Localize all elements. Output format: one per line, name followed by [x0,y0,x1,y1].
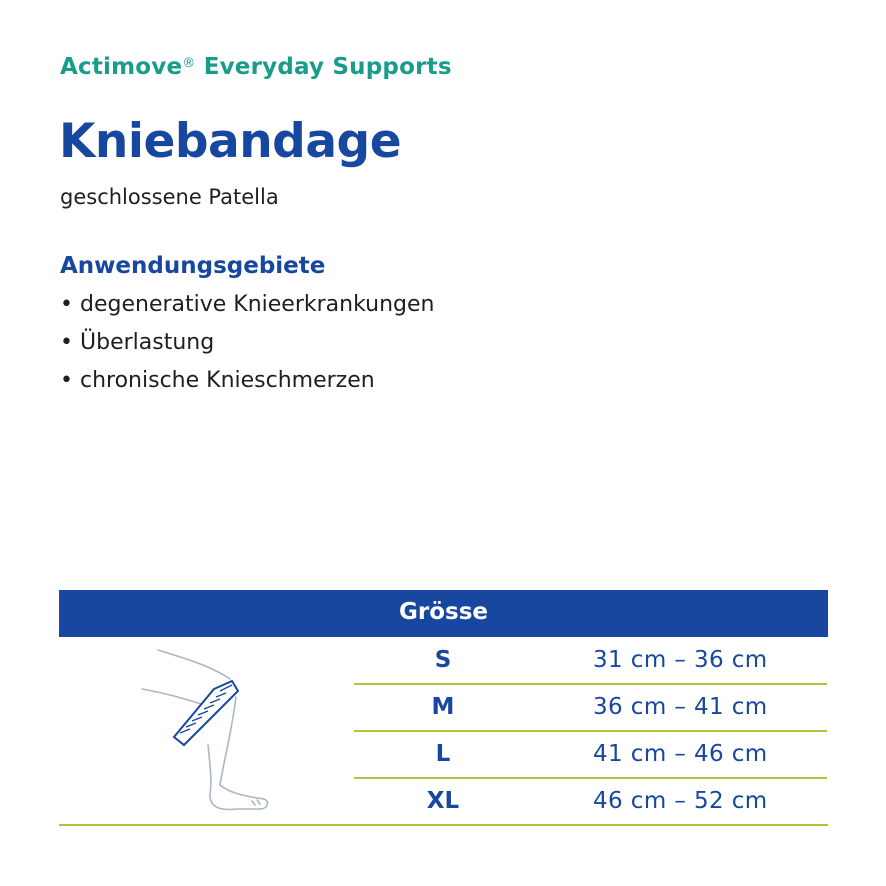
applications-heading: Anwendungsgebiete [60,253,326,279]
bullet-icon: • [60,292,73,317]
bullet-icon: • [60,368,73,393]
list-item [60,291,435,329]
list-item-text: Überlastung [80,330,215,355]
table-row [354,732,827,779]
size-range: 41 cm – 46 cm [593,741,768,767]
list-item-text: chronische Knieschmerzen [80,368,375,393]
size-range: 31 cm – 36 cm [593,647,768,673]
size-table-title: Grösse [398,599,488,625]
list-item [60,367,435,405]
size-label: M [431,694,455,720]
list-item-text: degenerative Knieerkrankungen [80,292,435,317]
leg-measurement-icon [140,645,280,820]
brand-line [60,54,452,80]
bullet-icon: • [60,330,73,355]
table-bottom-border [59,824,828,826]
page-subtitle: geschlossene Patella [60,185,279,209]
size-label: L [435,741,451,767]
table-row [354,638,827,685]
page-title: Kniebandage [59,114,402,169]
registered-mark: ® [182,56,196,71]
table-row [354,779,827,826]
size-label: S [434,647,452,673]
size-table-header [59,590,828,637]
applications-list [60,291,435,405]
list-item [60,329,435,367]
size-range: 46 cm – 52 cm [593,788,768,814]
table-row [354,685,827,732]
brand-name: Actimove [60,54,183,80]
size-range: 36 cm – 41 cm [593,694,768,720]
size-label: XL [426,788,460,814]
brand-product-line: Everyday Supports [203,54,452,80]
